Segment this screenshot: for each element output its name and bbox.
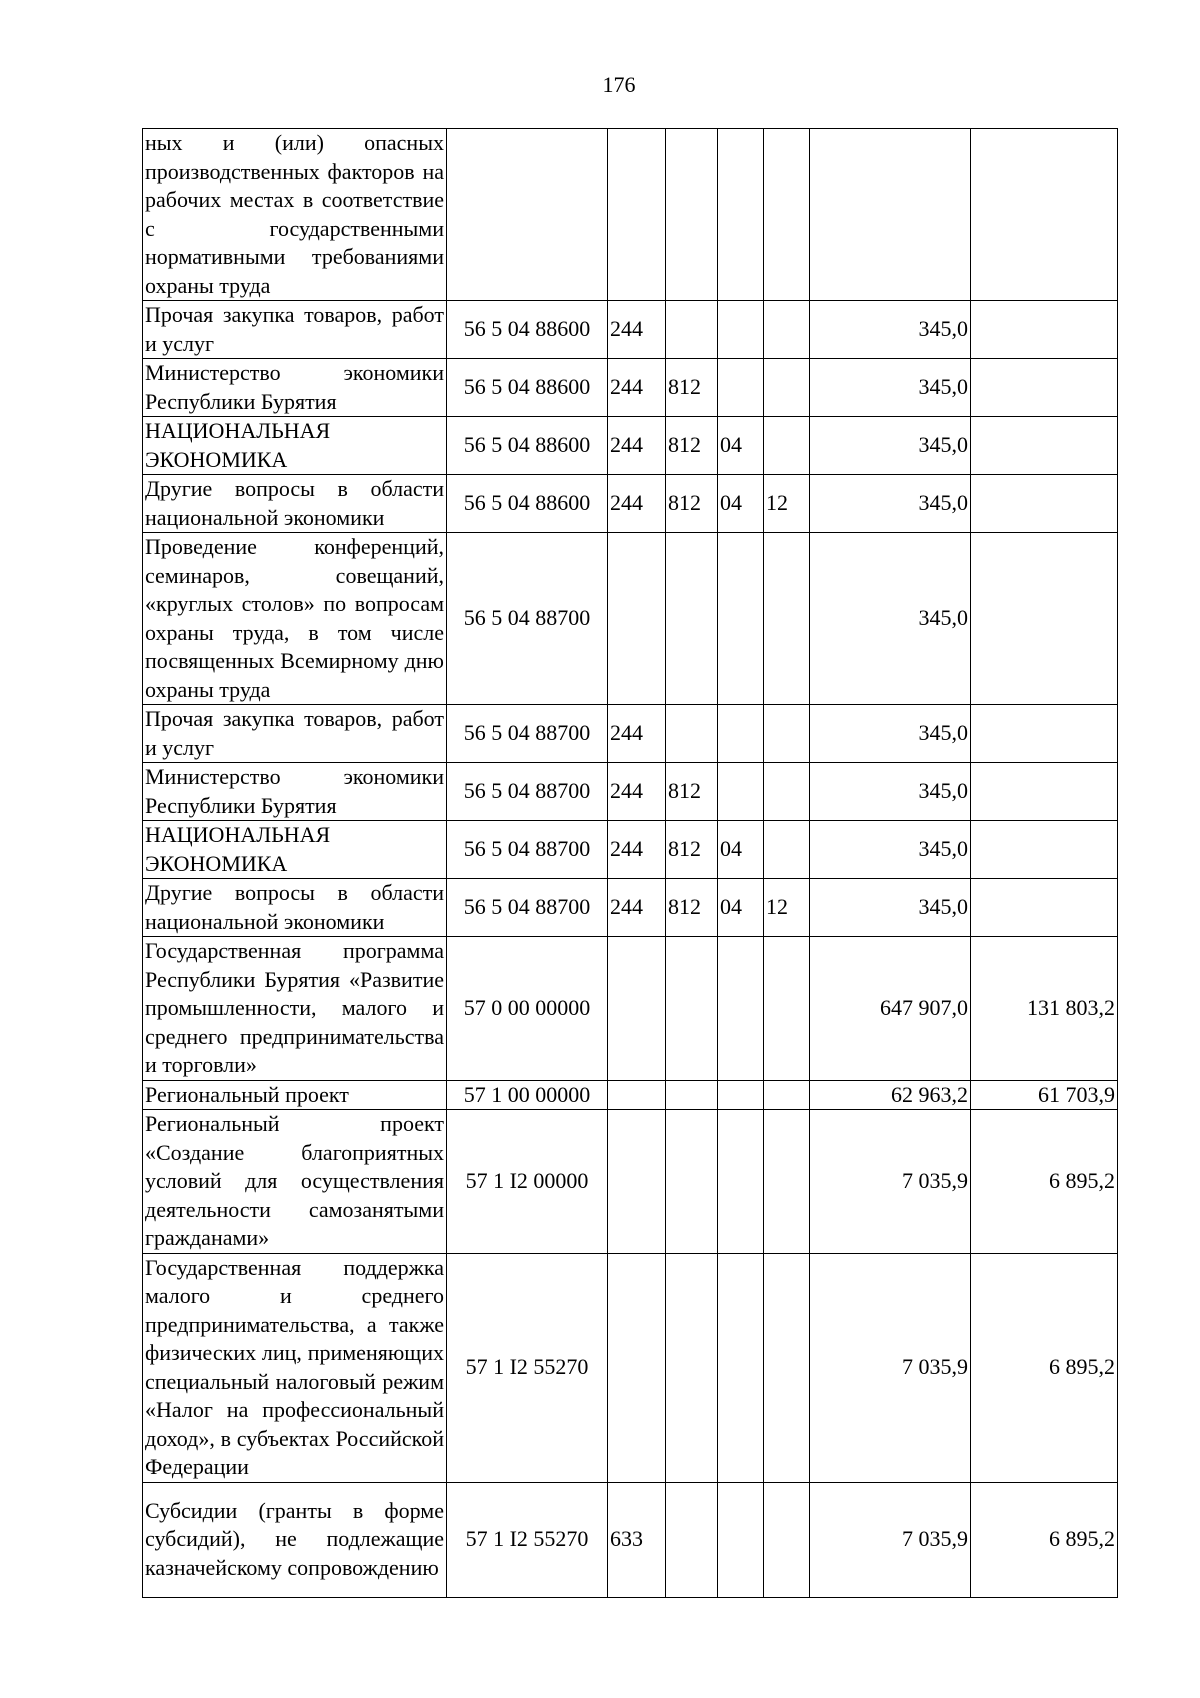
row-pr-cell xyxy=(764,1253,810,1482)
row-sum2-cell xyxy=(971,763,1118,821)
row-rz-cell xyxy=(718,1253,764,1482)
row-sum2-cell: 61 703,9 xyxy=(971,1080,1118,1110)
table-row xyxy=(143,475,1118,533)
row-pr-cell xyxy=(764,763,810,821)
row-pr-cell xyxy=(764,359,810,417)
row-grbs-cell xyxy=(666,1253,718,1482)
row-pr-cell: 12 xyxy=(764,475,810,533)
table-row xyxy=(143,821,1118,879)
row-vr-cell xyxy=(608,1080,666,1110)
row-grbs-cell xyxy=(666,1110,718,1254)
row-sum1-cell: 62 963,2 xyxy=(810,1080,971,1110)
row-grbs-cell xyxy=(666,1080,718,1110)
row-rz-cell xyxy=(718,1110,764,1254)
row-code-cell: 56 5 04 88600 xyxy=(447,301,608,359)
row-sum2-cell xyxy=(971,821,1118,879)
row-vr-cell: 244 xyxy=(608,475,666,533)
row-rz-cell xyxy=(718,359,764,417)
row-name-cell: Государственная программа Республики Бурятия «Развитие промышленности, малого и среднего предпринимательства и торговли» xyxy=(143,937,447,1081)
row-rz-cell xyxy=(718,301,764,359)
row-sum2-cell xyxy=(971,129,1118,301)
table-row xyxy=(143,533,1118,705)
row-grbs-cell: 812 xyxy=(666,475,718,533)
row-sum2-cell: 6 895,2 xyxy=(971,1482,1118,1597)
row-grbs-cell: 812 xyxy=(666,763,718,821)
row-sum1-cell xyxy=(810,129,971,301)
row-sum1-cell: 7 035,9 xyxy=(810,1253,971,1482)
row-sum2-cell xyxy=(971,301,1118,359)
row-vr-cell xyxy=(608,1110,666,1254)
row-code-cell: 57 1 I2 00000 xyxy=(447,1110,608,1254)
table-row xyxy=(143,129,1118,301)
row-vr-cell xyxy=(608,1253,666,1482)
budget-table xyxy=(142,128,1118,1598)
row-grbs-cell xyxy=(666,705,718,763)
row-sum1-cell: 647 907,0 xyxy=(810,937,971,1081)
row-sum1-cell: 345,0 xyxy=(810,475,971,533)
row-vr-cell: 244 xyxy=(608,417,666,475)
row-name-cell: Министерство экономики Республики Бурятия xyxy=(143,763,447,821)
row-grbs-cell xyxy=(666,937,718,1081)
row-rz-cell xyxy=(718,1080,764,1110)
row-sum1-cell: 345,0 xyxy=(810,533,971,705)
row-code-cell: 56 5 04 88600 xyxy=(447,417,608,475)
row-vr-cell: 244 xyxy=(608,879,666,937)
row-vr-cell xyxy=(608,937,666,1081)
row-pr-cell xyxy=(764,533,810,705)
row-name-cell: НАЦИОНАЛЬНАЯ ЭКОНОМИКА xyxy=(143,417,447,475)
row-sum1-cell: 7 035,9 xyxy=(810,1482,971,1597)
row-name-cell: Прочая закупка товаров, работ и услуг xyxy=(143,705,447,763)
row-name-cell: Министерство экономики Республики Бурятия xyxy=(143,359,447,417)
row-name-cell: Другие вопросы в области национальной экономики xyxy=(143,475,447,533)
table-row xyxy=(143,417,1118,475)
row-vr-cell: 244 xyxy=(608,763,666,821)
row-sum2-cell xyxy=(971,359,1118,417)
row-sum1-cell: 345,0 xyxy=(810,879,971,937)
row-pr-cell xyxy=(764,937,810,1081)
row-rz-cell: 04 xyxy=(718,821,764,879)
table-row xyxy=(143,937,1118,1081)
row-rz-cell xyxy=(718,129,764,301)
row-pr-cell xyxy=(764,1110,810,1254)
table-row xyxy=(143,763,1118,821)
row-name-cell: Государственная поддержка малого и среднего предпринимательства, а также физических лиц, применяющих специальный налоговый режим «Налог на профессиональный доход», в субъектах Российской Федерации xyxy=(143,1253,447,1482)
row-sum2-cell xyxy=(971,475,1118,533)
row-sum2-cell xyxy=(971,417,1118,475)
table-row xyxy=(143,359,1118,417)
row-name-cell: Проведение конференций, семинаров, совещаний, «круглых столов» по вопросам охраны труда, в том числе посвященных Всемирному дню охраны труда xyxy=(143,533,447,705)
row-grbs-cell xyxy=(666,1482,718,1597)
row-code-cell: 57 1 00 00000 xyxy=(447,1080,608,1110)
row-rz-cell xyxy=(718,763,764,821)
row-sum1-cell: 345,0 xyxy=(810,763,971,821)
page-number: 176 xyxy=(602,72,636,97)
row-vr-cell xyxy=(608,129,666,301)
row-pr-cell xyxy=(764,705,810,763)
row-sum2-cell: 6 895,2 xyxy=(971,1110,1118,1254)
row-code-cell: 56 5 04 88700 xyxy=(447,879,608,937)
table-row xyxy=(143,879,1118,937)
row-code-cell: 57 1 I2 55270 xyxy=(447,1482,608,1597)
row-code-cell: 57 1 I2 55270 xyxy=(447,1253,608,1482)
row-code-cell: 56 5 04 88700 xyxy=(447,533,608,705)
row-vr-cell: 244 xyxy=(608,301,666,359)
row-code-cell: 56 5 04 88700 xyxy=(447,821,608,879)
row-sum1-cell: 345,0 xyxy=(810,821,971,879)
row-code-cell: 56 5 04 88600 xyxy=(447,475,608,533)
row-grbs-cell xyxy=(666,533,718,705)
row-code-cell: 56 5 04 88700 xyxy=(447,705,608,763)
row-code-cell: 56 5 04 88600 xyxy=(447,359,608,417)
row-vr-cell: 244 xyxy=(608,359,666,417)
row-pr-cell xyxy=(764,1080,810,1110)
row-vr-cell xyxy=(608,533,666,705)
row-name-cell: Региональный проект xyxy=(143,1080,447,1110)
table-row xyxy=(143,1253,1118,1482)
row-grbs-cell: 812 xyxy=(666,359,718,417)
row-name-cell: Региональный проект «Создание благоприятных условий для осуществления деятельности самозанятыми гражданами» xyxy=(143,1110,447,1254)
row-rz-cell xyxy=(718,937,764,1081)
table-row xyxy=(143,705,1118,763)
row-name-cell: НАЦИОНАЛЬНАЯ ЭКОНОМИКА xyxy=(143,821,447,879)
row-sum2-cell xyxy=(971,879,1118,937)
row-rz-cell xyxy=(718,533,764,705)
table-row xyxy=(143,1482,1118,1597)
row-name-cell: Прочая закупка товаров, работ и услуг xyxy=(143,301,447,359)
row-rz-cell: 04 xyxy=(718,475,764,533)
row-sum2-cell xyxy=(971,533,1118,705)
row-code-cell: 57 0 00 00000 xyxy=(447,937,608,1081)
row-vr-cell: 244 xyxy=(608,821,666,879)
row-vr-cell: 633 xyxy=(608,1482,666,1597)
row-grbs-cell xyxy=(666,129,718,301)
row-sum1-cell: 345,0 xyxy=(810,705,971,763)
row-name-cell: Субсидии (гранты в форме субсидий), не подлежащие казначейскому сопровождению xyxy=(143,1482,447,1597)
row-grbs-cell: 812 xyxy=(666,879,718,937)
row-grbs-cell xyxy=(666,301,718,359)
row-code-cell xyxy=(447,129,608,301)
row-pr-cell: 12 xyxy=(764,879,810,937)
row-pr-cell xyxy=(764,821,810,879)
row-pr-cell xyxy=(764,417,810,475)
row-name-cell: Другие вопросы в области национальной экономики xyxy=(143,879,447,937)
row-sum1-cell: 345,0 xyxy=(810,417,971,475)
row-rz-cell xyxy=(718,705,764,763)
row-rz-cell: 04 xyxy=(718,417,764,475)
row-pr-cell xyxy=(764,1482,810,1597)
row-pr-cell xyxy=(764,129,810,301)
table-row xyxy=(143,1080,1118,1110)
row-sum2-cell: 6 895,2 xyxy=(971,1253,1118,1482)
row-sum2-cell: 131 803,2 xyxy=(971,937,1118,1081)
row-code-cell: 56 5 04 88700 xyxy=(447,763,608,821)
row-sum1-cell: 345,0 xyxy=(810,359,971,417)
row-grbs-cell: 812 xyxy=(666,417,718,475)
row-sum2-cell xyxy=(971,705,1118,763)
row-rz-cell: 04 xyxy=(718,879,764,937)
row-name-cell: ных и (или) опасных производственных факторов на рабочих местах в соответствие с государственными нормативными требованиями охраны труда xyxy=(143,129,447,301)
row-pr-cell xyxy=(764,301,810,359)
row-grbs-cell: 812 xyxy=(666,821,718,879)
row-sum1-cell: 345,0 xyxy=(810,301,971,359)
table-row xyxy=(143,1110,1118,1254)
table-row xyxy=(143,301,1118,359)
row-vr-cell: 244 xyxy=(608,705,666,763)
row-rz-cell xyxy=(718,1482,764,1597)
row-sum1-cell: 7 035,9 xyxy=(810,1110,971,1254)
